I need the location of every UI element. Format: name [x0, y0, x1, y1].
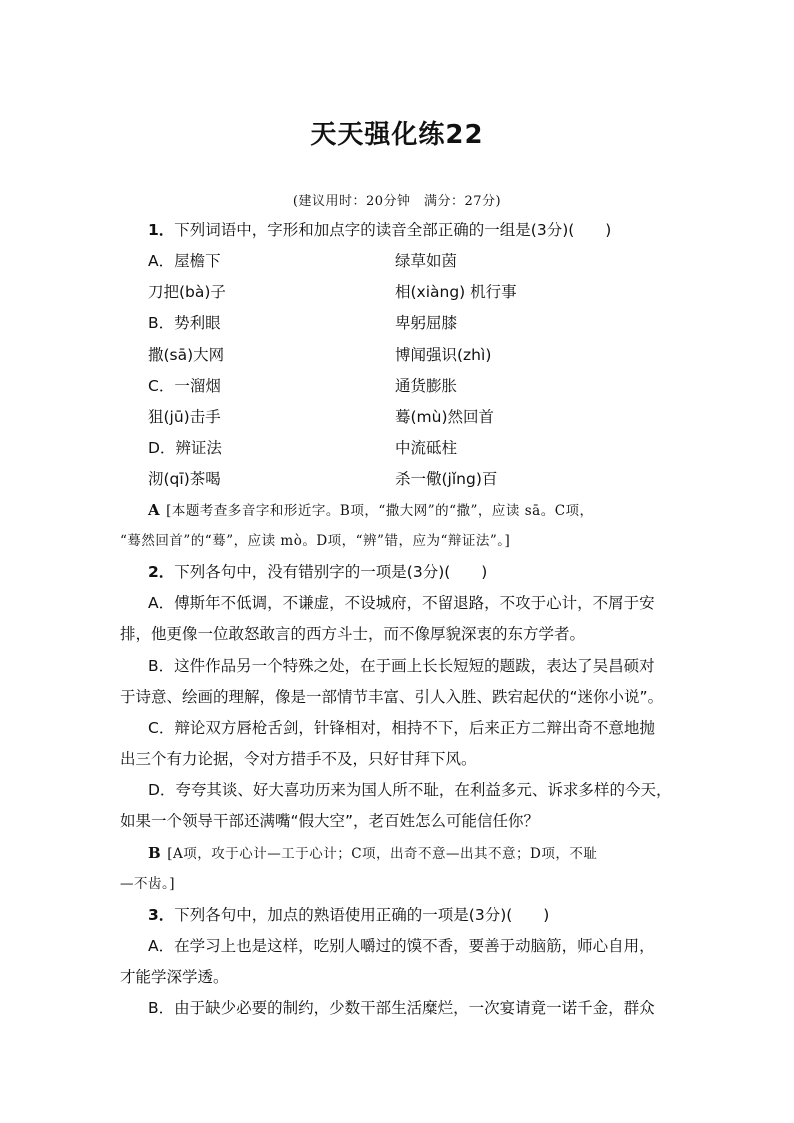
- q2-option-d: D．夸夸其谈、好大喜功历来为国人所不耻，在利益多元、诉求多样的今天，: [148, 781, 672, 799]
- answer-text: [A项，攻于心计—工于心计；C项，出奇不意—出其不意；D项，不耻: [167, 846, 598, 862]
- answer-letter: B: [148, 844, 162, 862]
- q2-answer-cont: —不齿。]: [120, 876, 176, 892]
- answer-text: [本题考查多音字和形近字。B项，“撒大网”的“撒”，应读 sā。C项，: [166, 503, 594, 519]
- q1-option-row: C．一溜烟: [148, 377, 221, 395]
- q3-option-b: B．由于缺少必要的制约，少数干部生活糜烂，一次宴请竟一诺千金，群众: [148, 999, 655, 1017]
- q1-option-row: 刀把(bà)子: [148, 283, 226, 301]
- q2-option-c-cont: 出三个有力论据，令对方措手不及，只好甘拜下风。: [120, 750, 477, 768]
- question-2-stem: [148, 562, 487, 582]
- q2-option-b-cont: 于诗意、绘画的理解，像是一部情节丰富、引人入胜、跌宕起伏的“迷你小说”。: [120, 688, 664, 706]
- q1-option-row: 中流砥柱: [395, 439, 458, 457]
- q1-answer-cont: “蓦然回首”的“蓦”，应读 mò。D项，“辨”错，应为“辩证法”。]: [120, 533, 511, 549]
- q2-option-b: B．这件作品另一个特殊之处，在于画上长长短短的题跋，表达了吴昌硕对: [148, 657, 655, 675]
- question-3-stem: [148, 905, 549, 925]
- q1-option-row: 卑躬屈膝: [395, 314, 458, 332]
- question-number: 2．: [148, 563, 175, 581]
- q1-option-row: 绿草如茵: [395, 252, 458, 270]
- q2-option-a-cont: 排，他更像一位敢怒敢言的西方斗士，而不像厚貌深衷的东方学者。: [120, 625, 586, 643]
- question-text: 下列各句中，没有错别字的一项是(3分)( ): [174, 563, 488, 581]
- q3-option-a-cont: 才能学深学透。: [120, 968, 229, 986]
- q1-option-row: 通货膨胀: [395, 377, 458, 395]
- page-title: 天天强化练22: [310, 120, 484, 150]
- answer-letter: A: [148, 501, 161, 519]
- q1-option-row: 沏(qī)茶喝: [148, 470, 221, 488]
- time-note: (建议用时：20分钟 满分：27分): [292, 194, 502, 209]
- q1-answer: [148, 500, 594, 521]
- q2-answer: [148, 843, 597, 864]
- q2-option-c: C．辩论双方唇枪舌剑，针锋相对，相持不下，后来正方二辩出奇不意地抛: [148, 719, 655, 737]
- q1-option-row: 杀一儆(jǐng)百: [395, 470, 498, 488]
- q1-option-row: 蓦(mù)然回首: [395, 408, 495, 426]
- q2-option-d-cont: 如果一个领导干部还满嘴“假大空”，老百姓怎么可能信任你？: [120, 812, 540, 830]
- q1-option-row: 相(xiàng) 机行事: [395, 283, 517, 301]
- q1-option-row: B．势利眼: [148, 314, 221, 332]
- question-number: 1．: [148, 221, 175, 239]
- q3-option-a: A．在学习上也是这样，吃别人嚼过的馍不香，要善于动脑筋，师心自用，: [148, 937, 655, 955]
- q1-option-row: A．屋檐下: [148, 252, 221, 270]
- question-number: 3．: [148, 906, 175, 924]
- q1-option-row: 狙(jū)击手: [148, 408, 221, 426]
- question-1-stem: [148, 220, 611, 240]
- question-text: 下列各句中，加点的熟语使用正确的一项是(3分)( ): [174, 906, 550, 924]
- q1-option-row: 撒(sā)大网: [148, 346, 225, 364]
- q1-option-row: D．辨证法: [148, 439, 222, 457]
- q2-option-a: A．傅斯年不低调，不谦虚，不设城府，不留退路，不攻于心计，不屑于安: [148, 594, 655, 612]
- q1-option-row: 博闻强识(zhì): [395, 346, 492, 364]
- question-text: 下列词语中，字形和加点字的读音全部正确的一组是(3分)( ): [174, 221, 612, 239]
